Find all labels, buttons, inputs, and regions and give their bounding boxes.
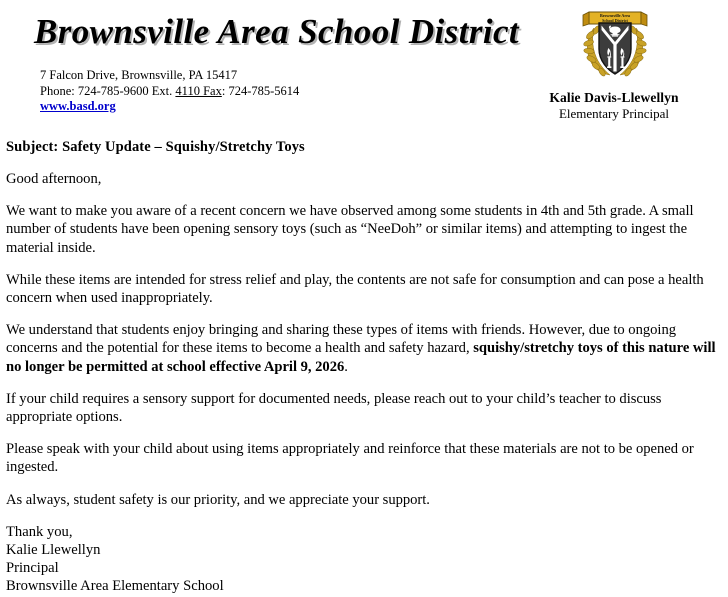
paragraph-health-risk: While these items are intended for stress relief and play, the contents are not safe for consumption and can pose a health concern when used inappropriately. <box>6 271 704 307</box>
signoff-school: Brownsville Area Elementary School <box>6 578 224 595</box>
policy-text-lead: We understand that students enjoy bringing and sharing these types of items with friends. However, due to ongoing concerns and the potential for these items to become a health and safety hazard, <box>6 322 677 357</box>
address-block <box>40 68 299 115</box>
address-street-line: 7 Falcon Drive, Brownsville, PA 15417 <box>40 68 238 82</box>
crest-icon <box>577 4 653 80</box>
district-title: Brownsville Area School District <box>34 12 520 51</box>
signoff-thanks: Thank you, <box>6 523 73 540</box>
principal-block <box>510 90 718 122</box>
signoff-name: Kalie Llewellyn <box>6 542 101 559</box>
paragraph-parent-action: Please speak with your child about using items appropriately and reinforce that these materials are not to be opened or ingested. <box>6 441 694 476</box>
paragraph-policy <box>6 321 722 376</box>
fax-number: : 724-785-5614 <box>221 83 300 98</box>
website-link[interactable]: www.basd.org <box>40 99 116 113</box>
policy-text-emphasis: squishy/stretchy toys of this nature will no longer be permitted at school effective April 9, 2026 <box>6 340 716 375</box>
crest-shield <box>599 23 631 74</box>
phone-extension-fax-underlined: 4110 Fax <box>175 83 222 98</box>
website-line <box>40 99 299 115</box>
svg-text:School District: School District <box>602 18 628 23</box>
policy-text-tail: . <box>344 358 348 375</box>
svg-text:Brownsville Area: Brownsville Area <box>600 13 630 19</box>
letterhead <box>0 0 728 132</box>
principal-role: Elementary Principal <box>558 106 670 121</box>
paragraph-sensory-support: If your child requires a sensory support for documented needs, please reach out to your child’s teacher to discuss appropriate options. <box>6 390 662 426</box>
district-crest-logo <box>577 4 653 80</box>
subject-line: Subject: Safety Update – Squishy/Stretchy Toys <box>6 139 305 155</box>
phone-label: Phone: 724-785-9600 Ext. <box>40 83 176 98</box>
letter-body <box>0 138 728 596</box>
paragraph-concern: We want to make you aware of a recent concern we have observed among some students in 4th and 5th grade. A small number of students have been opening sensory toys (such as “NeeDoh” or similar items) and attempting to ingest the material inside. <box>6 203 694 256</box>
greeting: Good afternoon, <box>6 171 102 187</box>
principal-name: Kalie Davis-Llewellyn <box>549 90 679 105</box>
signoff-title: Principal <box>6 560 59 577</box>
paragraph-closing: As always, student safety is our priority, and we appreciate your support. <box>6 491 430 508</box>
phone-fax-line <box>40 84 299 100</box>
signoff-block <box>6 523 722 596</box>
